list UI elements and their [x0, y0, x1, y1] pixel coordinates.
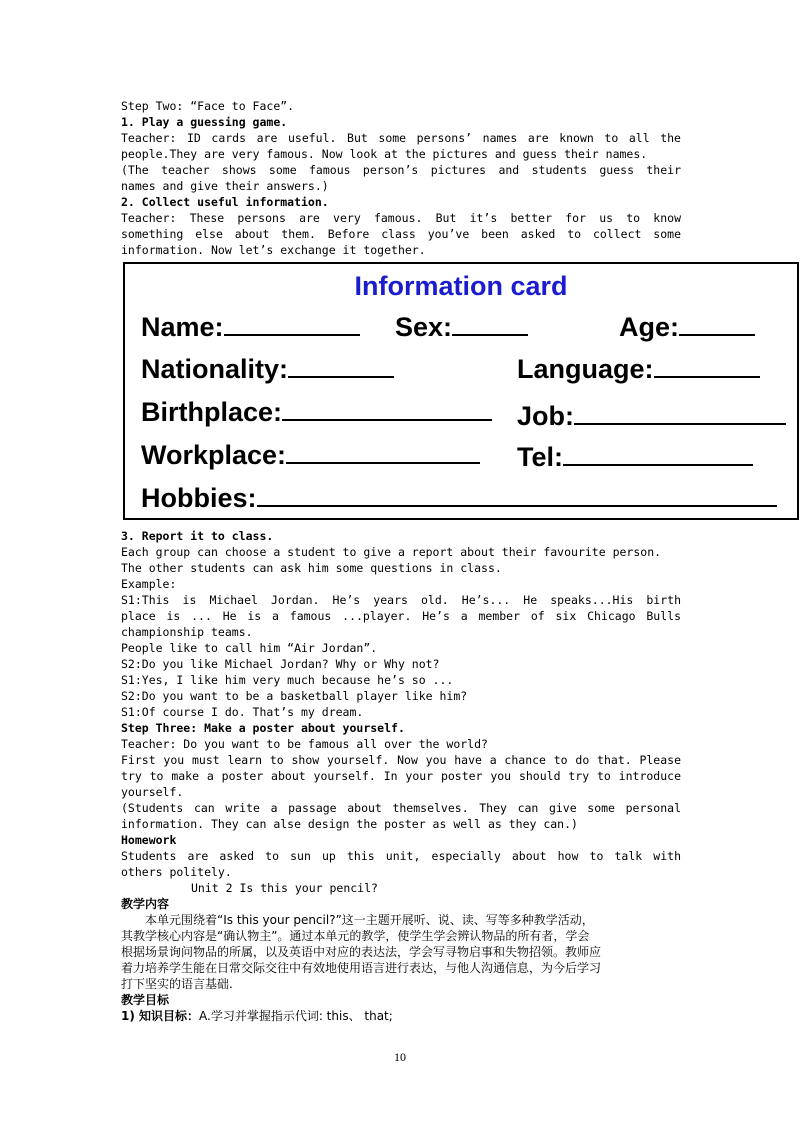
chinese-paragraph-line: 打下坚实的语言基础. [121, 977, 233, 991]
blank-line [452, 310, 528, 336]
homework-heading: Homework [121, 833, 177, 847]
item-3-title: 3. Report it to class. [121, 529, 274, 543]
field-label: Language: [517, 354, 654, 384]
dialogue-line: S1:Of course I do. That’s my dream. [121, 705, 364, 719]
paragraph-line: Teacher: ID cards are useful. But some persons’ names are known to all the [121, 131, 681, 145]
example-label: Example: [121, 577, 177, 591]
field-tel [517, 440, 753, 473]
field-nationality [141, 352, 394, 385]
information-card [123, 262, 799, 520]
document-body-continued [121, 528, 681, 1024]
blank-line [288, 352, 394, 378]
paragraph-line: Each group can choose a student to give a report about their favourite person. [121, 545, 662, 559]
field-language [517, 352, 760, 385]
paragraph-line: information. Now let’s exchange it together. [121, 243, 426, 257]
goal-label: 1) 知识目标： [121, 1009, 200, 1023]
paragraph-line: Students are asked to sun up this unit, especially about how to talk with [121, 849, 681, 863]
field-sex [395, 310, 528, 343]
field-label: Hobbies: [141, 483, 257, 513]
page-number: 10 [394, 1050, 406, 1064]
paragraph-line: First you must learn to show yourself. Now you have a chance to do that. Please [121, 753, 681, 767]
field-birthplace [141, 395, 492, 428]
blank-line [574, 399, 786, 425]
goal-line [121, 1008, 681, 1024]
unit-title: Unit 2 Is this your pencil? [191, 881, 378, 895]
blank-line [654, 352, 760, 378]
blank-line [286, 438, 480, 464]
dialogue-line: People like to call him “Air Jordan”. [121, 641, 378, 655]
paragraph-line: Teacher: These persons are very famous. But it’s better for us to know [121, 211, 681, 225]
blank-line [224, 310, 360, 336]
field-label: Nationality: [141, 354, 289, 384]
field-label: Birthplace: [141, 397, 283, 427]
blank-line [679, 310, 755, 336]
field-label: Workplace: [141, 440, 287, 470]
paragraph-line: Teacher: Do you want to be famous all over the world? [121, 737, 488, 751]
document-body [121, 98, 681, 258]
field-job [517, 399, 786, 432]
field-name [141, 310, 360, 343]
blank-line [282, 395, 492, 421]
dialogue-line: S1:Yes, I like him very much because he’s so ... [121, 673, 454, 687]
goals-heading: 教学目标 [121, 993, 170, 1007]
dialogue-line: S2:Do you want to be a basketball player like him? [121, 689, 468, 703]
paragraph-line: try to make a poster about yourself. In your poster you should try to introduce [121, 769, 681, 783]
card-title: Information card [354, 271, 568, 301]
paragraph-line: yourself. [121, 785, 184, 799]
field-age [619, 310, 755, 343]
dialogue-line: S1:This is Michael Jordan. He’s years old. He’s... He speaks...His birth [121, 593, 681, 607]
paragraph-line: The other students can ask him some questions in class. [121, 561, 502, 575]
paragraph-line: something else about them. Before class you’ve been asked to collect some [121, 227, 681, 241]
chinese-paragraph-line: 本单元围绕着“Is this your pencil?”这一主题开展听、说、读、写等多种教学活动， [121, 913, 594, 927]
field-label: Job: [517, 401, 574, 431]
paragraph-line: names and give their answers.) [121, 179, 329, 193]
step-three-heading: Step Three: Make a poster about yourself. [121, 721, 405, 735]
field-label: Sex: [395, 312, 453, 342]
dialogue-line: championship teams. [121, 625, 253, 639]
field-hobbies [141, 481, 777, 514]
paragraph-line: people.They are very famous. Now look at the pictures and guess their names. [121, 147, 648, 161]
chinese-paragraph-line: 着力培养学生能在日常交际交往中有效地使用语言进行表达，与他人沟通信息，为今后学习 [121, 961, 602, 975]
paragraph-line: others politely. [121, 865, 232, 879]
chinese-paragraph-line: 其教学核心内容是“确认物主”。通过本单元的教学，使学生学会辨认物品的所有者，学会 [121, 929, 590, 943]
field-label: Tel: [517, 442, 563, 472]
chinese-paragraph-line: 根据场景询问物品的所属，以及英语中对应的表达法，学会写寻物启事和失物招领。教师应 [121, 945, 602, 959]
blank-line [563, 440, 753, 466]
field-label: Age: [619, 312, 679, 342]
dialogue-line: place is ... He is a famous ...player. He’s a member of six Chicago Bulls [121, 609, 681, 623]
paragraph-line: (The teacher shows some famous person’s pictures and students guess their [121, 163, 681, 177]
dialogue-line: S2:Do you like Michael Jordan? Why or Why not? [121, 657, 440, 671]
paragraph-line: (Students can write a passage about themselves. They can give some personal [121, 801, 681, 815]
blank-line [257, 481, 777, 507]
item-1-title: 1. Play a guessing game. [121, 115, 288, 129]
item-2-title: 2. Collect useful information. [121, 195, 329, 209]
field-label: Name: [141, 312, 224, 342]
step-two-heading: Step Two: “Face to Face”. [121, 99, 295, 113]
content-heading: 教学内容 [121, 897, 170, 911]
goal-text: A.学习并掌握指示代词: this、 that; [199, 1009, 393, 1023]
field-workplace [141, 438, 480, 471]
paragraph-line: information. They can alse design the poster as well as they can.) [121, 817, 578, 831]
